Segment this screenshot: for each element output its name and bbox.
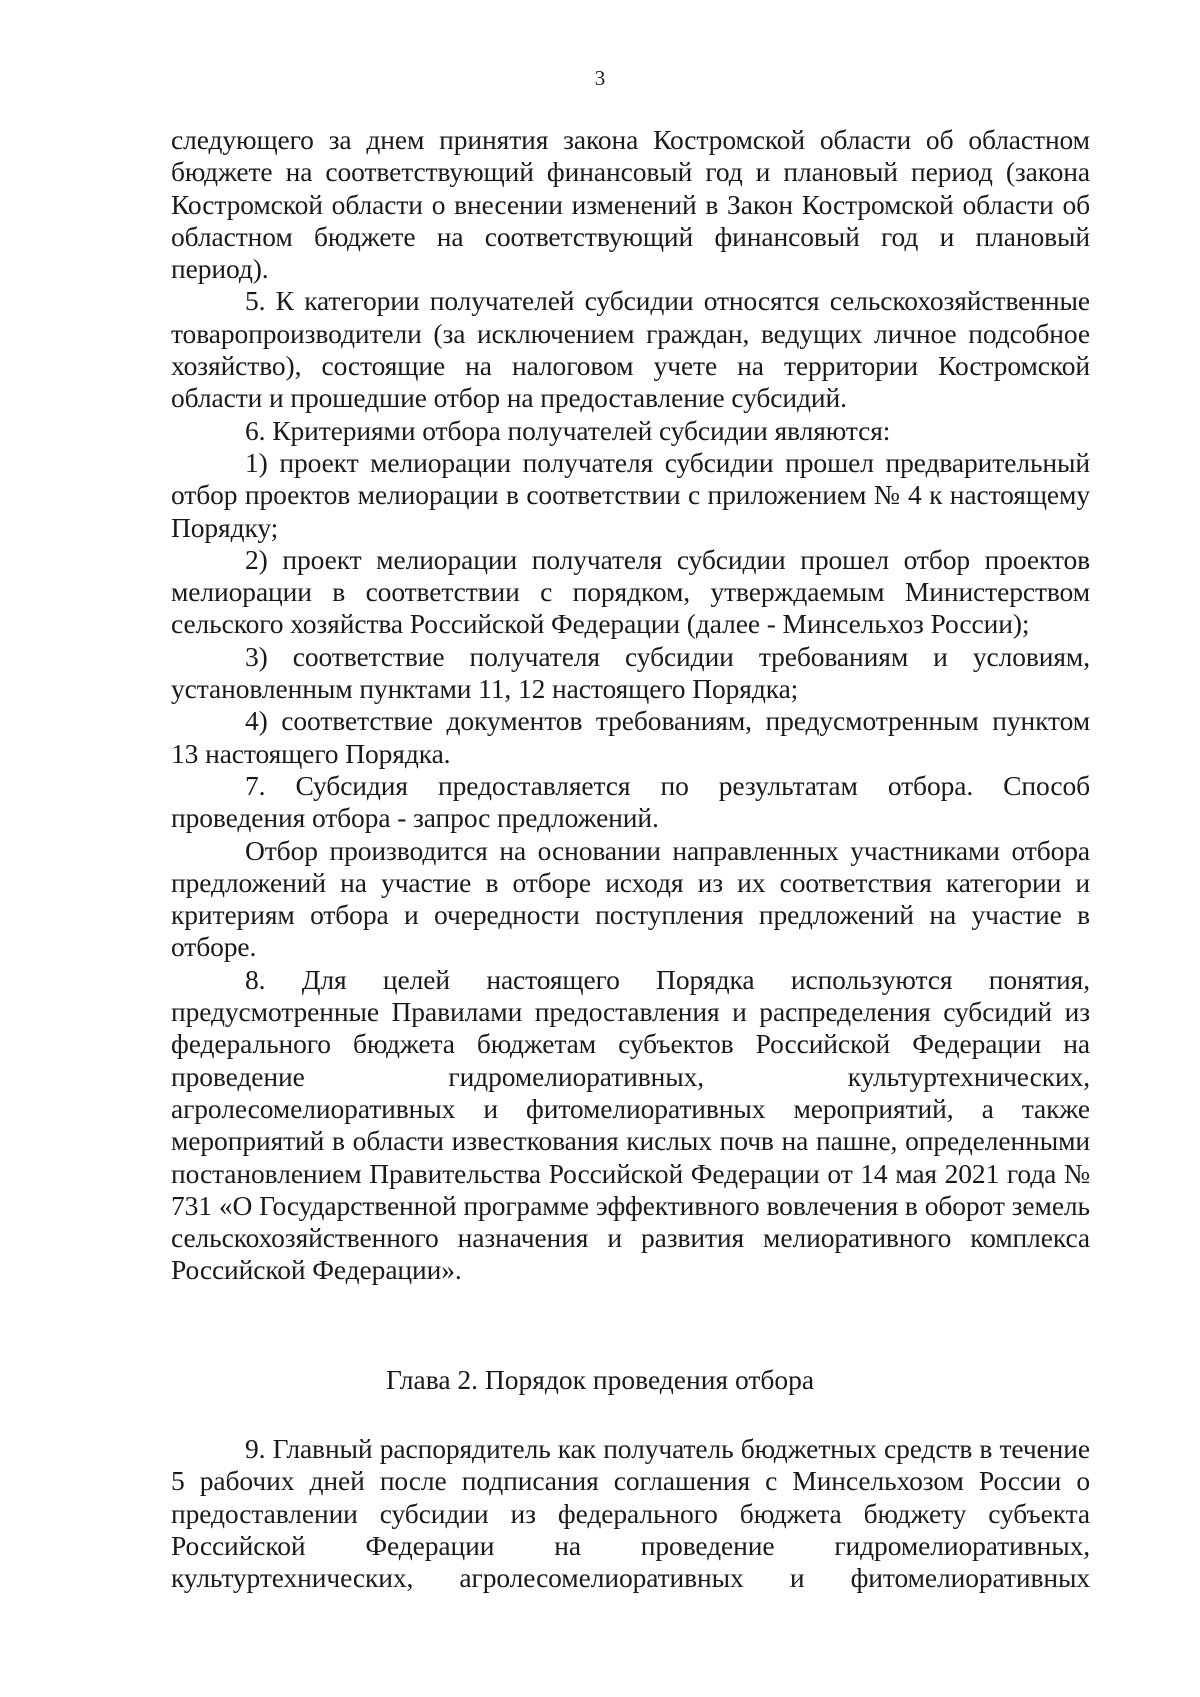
paragraph-criterion-4: 4) соответствие документов требованиям, предусмотренным пунктом 13 настоящего Порядка. — [171, 705, 1090, 769]
chapter-heading: Глава 2. Порядок проведения отбора — [385, 1364, 815, 1395]
paragraph-item-7: 7. Субсидия предоставляется по результатам отбора. Способ проведения отбора - запрос предложений. — [171, 769, 1090, 834]
paragraph-selection-basis: Отбор производится на основании направленных участниками отбора предложений на участие в отборе исходя из их соответствия категории и критериям отбора и очередности поступления предложений на участие в отборе. — [171, 834, 1090, 963]
body-text-section-1 — [171, 124, 1090, 1287]
paragraph-criterion-3: 3) соответствие получателя субсидии требованиям и условиям, установленным пунктами 11, 12 настоящего Порядка; — [171, 640, 1090, 705]
paragraph-item-6: 6. Критериями отбора получателей субсидии являются: — [245, 414, 891, 446]
body-text-section-2 — [171, 1433, 1090, 1594]
paragraph-criterion-2: 2) проект мелиорации получателя субсидии прошел отбор проектов мелиорации в соответствии с порядком, утверждаемым Министерством сельского хозяйства Российской Федерации (далее - Минсельхоз России); — [171, 543, 1090, 640]
paragraph-item-9: 9. Главный распорядитель как получатель бюджетных средств в течение 5 рабочих дней после подписания соглашения с Минсельхозом России о предоставлении субсидии из федерального бюджета бюджету субъекта Российской Федерации на проведение гидромелиоративных, культуртехнических, агролесомелиоративных и фитомелиоративных — [171, 1433, 1090, 1594]
paragraph-continuation: следующего за днем принятия закона Костромской области об областном бюджете на соответствующий финансовый год и плановый период (закона Костромской области о внесении изменений в Закон Костромской области об областном бюджете на соответствующий финансовый год и плановый период). — [171, 124, 1090, 285]
paragraph-criterion-1: 1) проект мелиорации получателя субсидии прошел предварительный отбор проектов мелиорации в соответствии с приложением № 4 к настоящему Порядку; — [171, 446, 1090, 543]
paragraph-item-5: 5. К категории получателей субсидии относятся сельскохозяйственные товаропроизводители (за исключением граждан, ведущих личное подсобное хозяйство), состоящие на налоговом учете на территории Костромской области и прошедшие отбор на предоставление субсидий. — [171, 285, 1090, 414]
paragraph-item-8: 8. Для целей настоящего Порядка используются понятия, предусмотренные Правилами предоставления и распределения субсидий из федерального бюджета бюджетам субъектов Российской Федерации на проведение гидромелиоративных, культуртехнических, агролесомелиоративных и фитомелиоративных мероприятий, а также мероприятий в области известкования кислых почв на пашне, определенными постановлением Правительства Российской Федерации от 14 мая 2021 года № 731 «О Государственной программе эффективного вовлечения в оборот земель сельскохозяйственного назначения и развития мелиоративного комплекса Российской Федерации». — [171, 963, 1090, 1286]
page-number: 3 — [594, 66, 606, 90]
